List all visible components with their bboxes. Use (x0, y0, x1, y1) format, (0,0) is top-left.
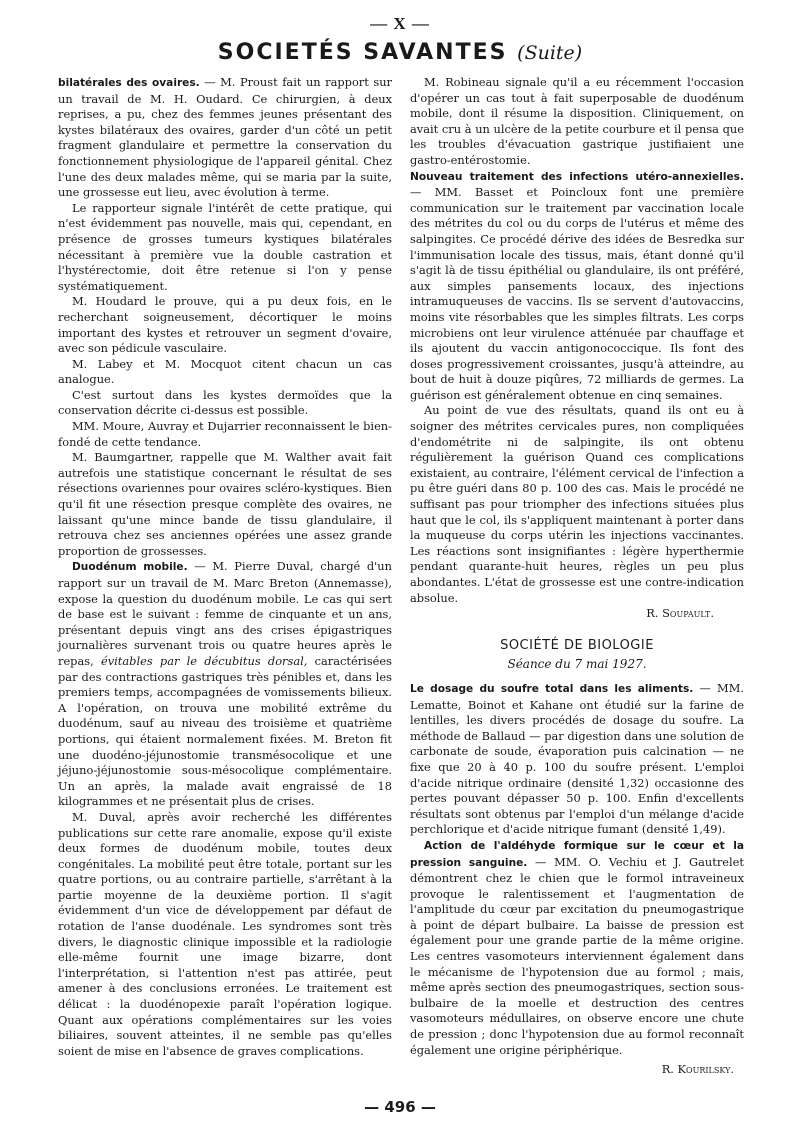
paragraph: Au point de vue des résultats, quand ils ont eu à soigner des métrites cervicales pures, non compliquées d'endométrite ni de salpingite, ils ont obtenu régulièrement la guérison Quand ces complications existaient, au contraire, l'élément cervical de l'infection a pu être guéri dans 80 p. 100 des cas. Mais le procédé ne suffisant pas pour triompher des infections situées plus haut que le col, ils s'appliquent maintenant à porter dans la muqueuse du corps utérin les injections vaccinantes. Les réactions sont insignifiantes : légère hyperthermie pendant quarante-huit heures, règles un peu plus abondantes. L'état de grossesse est une contre-indication absolue. (410, 403, 744, 605)
right-column (410, 75, 744, 1078)
italic-phrase: évitables par le décubitus dorsal, (100, 653, 308, 668)
paragraph-body: — MM. O. Vechiu et J. Gautrelet démontrent chez le chien que le formol intraveineux provoque le ralentissement et l'augmentation de l'amplitude du cœur par excitation du pneumogastrique à point de départ bulbaire. La baisse de pression est également pour une grande partie de la même origine. Les centres vasomoteurs interviennent également dans le mécanisme de l'hypotension due au formol ; mais, même après section des pneumogastriques, section sous-bulbaire de la moelle et destruction des centres vasomoteurs médullaires, on observe encore une chute de pression ; donc l'hypotension due au formol reconnaît également une origine périphérique. (410, 854, 744, 1057)
paragraph-body: caractérisées par des contractions gastriques très pénibles et, dans les premiers temps, accompagnées de vomissements bilieux. A l'opération, on trouva une mobilité extrême du duodénum, sauf au niveau des troisième et quatrième portions, qui étaient normalement fixées. M. Breton fit une duodéno-jéjunostomie transmésocolique et une jéjuno-jéjunostomie sous-mésocolique complémentaire. Un an après, la malade avait engraissé de 18 kilogrammes et ne présentait plus de crises. (58, 653, 392, 809)
paragraph-infections (410, 169, 744, 404)
page-roman-numeral: — X — (370, 14, 430, 33)
paragraph: M. Baumgartner, rappelle que M. Walther avait fait autrefois une statistique concernant le résultat de ses résections ovariennes pour ovaires scléro-kystiques. Bien qu'il fit une résection presque complète des ovaires, ne laissant qu'une mince bande de tissu glandulaire, il retrouva chez ses anciennes opérées une assez grande proportion de grossesses. (58, 450, 392, 558)
paragraph-soufre (410, 681, 744, 838)
signature: R. Soupault. (646, 606, 714, 621)
paragraph: M. Houdard le prouve, qui a pu deux fois, en le recherchant soigneusement, décortiquer le moins important des kystes et retrouver un segment d'ovaire, avec son pédicule vasculaire. (58, 294, 392, 356)
left-column (58, 75, 392, 1059)
signature: R. Kourilsky. (661, 1062, 734, 1077)
paragraph-heading: bilatérales des ovaires. (58, 77, 200, 89)
title-suite: (Suite) (517, 42, 583, 64)
paragraph-duodenum (58, 559, 392, 810)
paragraph-ovaires (58, 75, 392, 201)
page-number: — 496 — (364, 1098, 436, 1116)
paragraph: M. Labey et M. Mocquot citent chacun un cas analogue. (58, 356, 392, 387)
paragraph: C'est surtout dans les kystes dermoïdes que la conservation décrite ci-dessus est possible. (58, 387, 392, 418)
paragraph-aldehyde (410, 838, 744, 1058)
paragraph-heading: Nouveau traitement des infections utéro-annexielles. (410, 170, 744, 183)
paragraph-heading: Le dosage du soufre total dans les aliments. (410, 682, 694, 695)
section-date: Séance du 7 mai 1927. (507, 657, 647, 672)
paragraph-body: — MM. Lematte, Boinot et Kahane ont étudié sur la farine de lentilles, les divers procédés de dosage du soufre. La méthode de Ballaud — par digestion dans une solution de carbonate de soude, évaporation puis calcination — ne fixe que 20 à 40 p. 100 du soufre présent. L'emploi d'acide nitrique ordinaire (densité 1,32) occasionne des pertes pouvant dépasser 50 p. 100. Enfin d'excellents résultats sont obtenus par l'emploi d'un mélange d'acide perchlorique et d'acide nitrique fumant (densité 1,49). (410, 680, 744, 837)
paragraph: Le rapporteur signale l'intérêt de cette pratique, qui n'est évidemment pas nouvelle, mais qui, cependant, en présence de grosses tumeurs kystiques bilatérales nécessitant à première vue la double castration et l'hystérectomie, doit être retenue si l'on y pense systématiquement. (58, 200, 392, 293)
paragraph: M. Duval, après avoir recherché les différentes publications sur cette rare anomalie, expose qu'il existe deux formes de duodénum mobile, toutes deux congénitales. La mobilité peut être totale, portant sur les quatre portions, ou au contraire partielle, s'arrêtant à la partie moyenne de la deuxième portion. Il s'agit évidemment d'un vice de développement par défaut de rotation de l'anse duodénale. Les syndromes sont très divers, le diagnostic clinique impossible et la radiologie elle-même fournit une image bizarre, dont l'interprétation, si l'attention n'est pas attirée, peut amener à des conclusions erronées. Le traitement est délicat : la duodénopexie paraît l'opération logique. Quant aux opérations complémentaires sur les voies biliaires, souvent atteintes, il ne semble pas qu'elles soient de mise en l'absence de graves complications. (58, 809, 392, 1058)
paragraph-body: — MM. Basset et Poincloux font une première communication sur le traitement par vaccination locale des métrites du col ou du corps de l'utérus et même des salpingites. Ce procédé dérive des idées de Besredka sur l'immunisation locale des tissus, mais, étant donné qu'il s'agit là de tissu épithélial ou glandulaire, ils ont préféré, aux simples pansements locaux, des injections intramuqueuses de vaccins. Ils se servent d'autovaccins, moins vite résorbables que les simples filtrats. Les corps microbiens ont leur virulence atténuée par chauffage et ils ajoutent du vaccin antigonococcique. Ils font des doses progressivement croissantes, jusqu'à atteindre, au bout de huit à douze piqûres, 72 milliards de germes. La guérison est généralement obtenue en cinq semaines. (410, 185, 744, 402)
paragraph-body: — M. Pierre Duval, chargé d'un rapport sur un travail de M. Marc Breton (Annemasse), expose la question du duodénum mobile. Le cas qui sert de base est le suivant : femme de cinquante et un ans, présentant depuis vingt ans des crises épigastriques journalières survenant trois ou quatre heures après le repas, (58, 559, 392, 668)
paragraph-body: — M. Proust fait un rapport sur un travail de M. H. Oudard. Ce chirurgien, à deux reprises, a pu, chez des femmes jeunes présentant des kystes bilatéraux des ovaires, garder d'un côté un petit fragment glandulaire et permettre la conservation du fonctionnement physiologique de l'appareil génital. Chez l'une des deux malades même, qui se maria par la suite, une grossesse eut lieu, avec évolution à terme. (58, 75, 392, 200)
section-title: SOCIÉTÉ DE BIOLOGIE (500, 637, 654, 653)
paragraph-heading: Duodénum mobile. (72, 561, 188, 574)
paragraph: MM. Moure, Auvray et Dujarrier reconnaissent le bien-fondé de cette tendance. (58, 419, 392, 449)
paragraph: M. Robineau signale qu'il a eu récemment l'occasion d'opérer un cas tout à fait superposable de duodénum mobile, dont il résume la disposition. Cliniquement, on avait cru à un ulcère de la petite courbure et il pensa que les troubles d'évacuation gastrique justifiaient une gastro-entérostomie. (410, 75, 744, 167)
paragraph-heading: Action de l'aldéhyde formique sur le cœur et la pression sanguine. (410, 839, 744, 869)
page-title (0, 40, 800, 65)
title-text: SOCIETÉS SAVANTES (217, 40, 508, 65)
